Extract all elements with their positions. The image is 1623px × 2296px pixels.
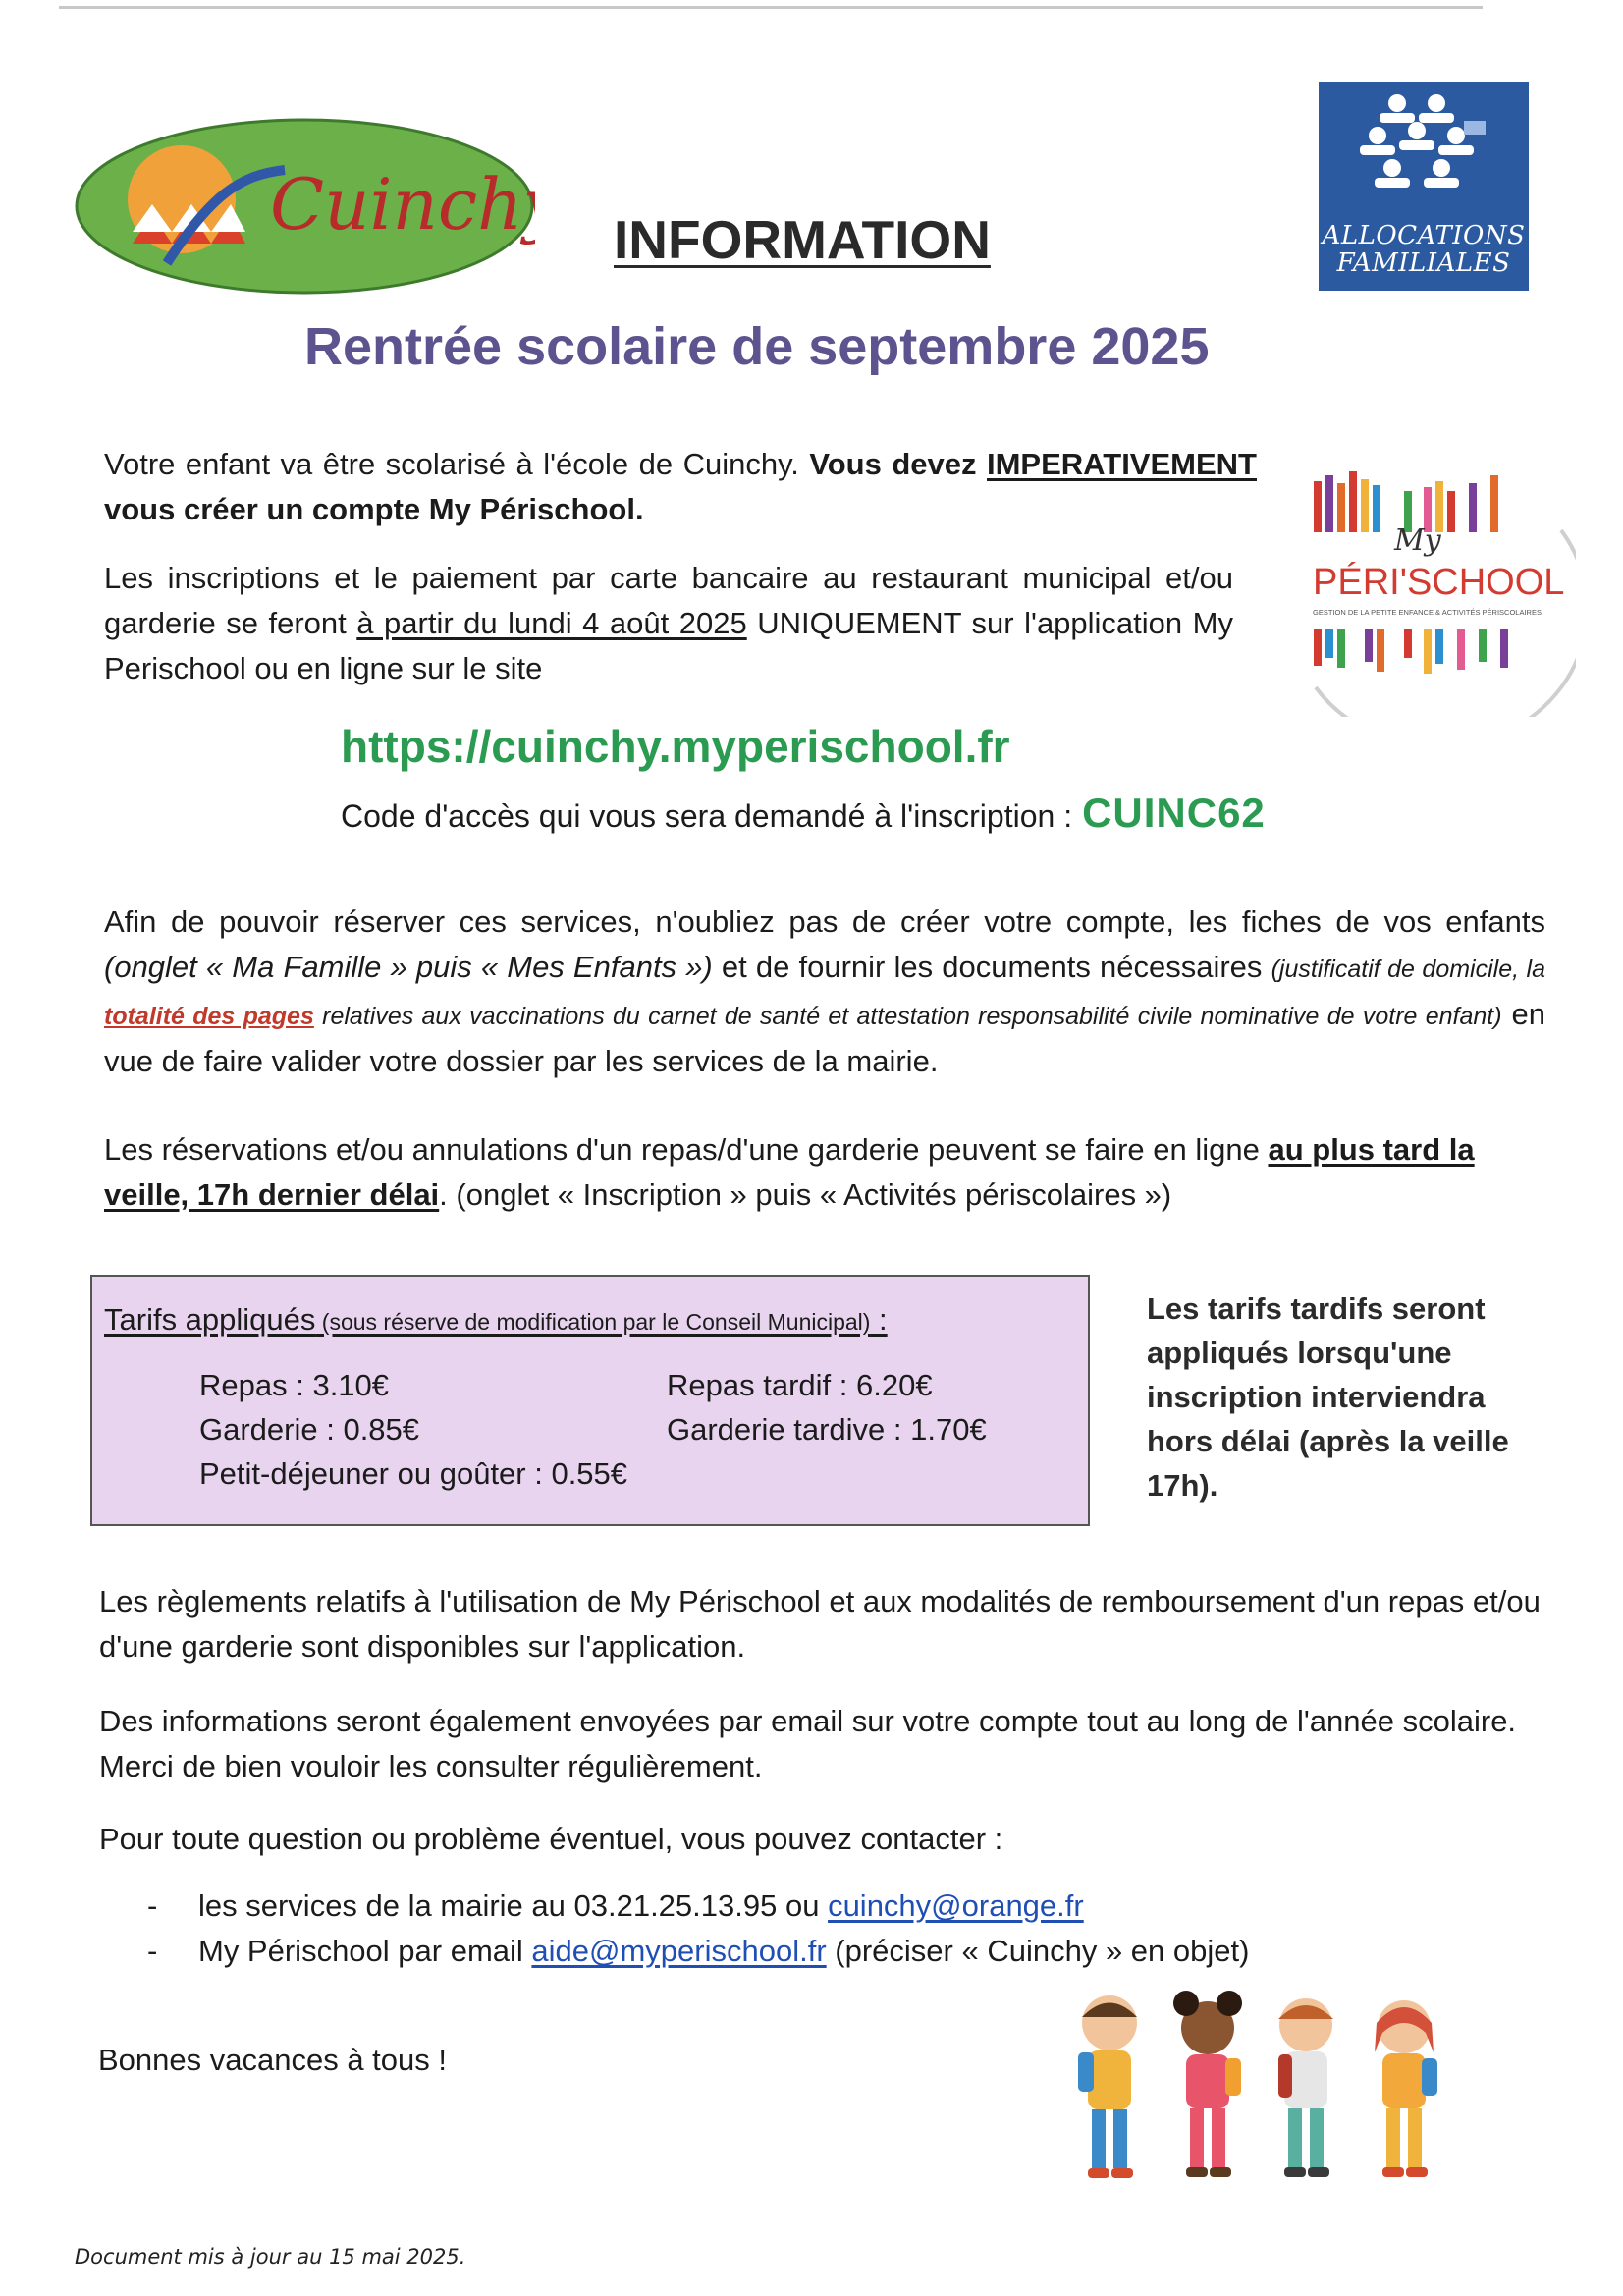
- inscriptions-date: à partir du lundi 4 août 2025: [356, 606, 747, 640]
- tarifs-heading-text: Tarifs appliqués: [104, 1302, 316, 1337]
- services-docs-1: (justificatif de domicile, la: [1271, 956, 1545, 983]
- myperischool-logo-name: PÉRI'SCHOOL: [1313, 562, 1565, 603]
- myperischool-email-link[interactable]: aide@myperischool.fr: [531, 1934, 827, 1968]
- contact-intro: Pour toute question ou problème éventuel, vous pouvez contacter :: [99, 1822, 1003, 1856]
- services-text-3: et de fournir les documents nécessaires: [712, 950, 1271, 984]
- website-url[interactable]: https://cuinchy.myperischool.fr: [341, 721, 1010, 772]
- intro-paragraph: [104, 442, 1257, 532]
- tarif-petit-dejeuner: Petit-déjeuner ou goûter : 0.55€: [199, 1456, 628, 1491]
- contact-myperischool-after: (préciser « Cuinchy » en objet): [826, 1934, 1250, 1968]
- scan-border: [59, 6, 1483, 9]
- intro-text-4: vous créer un compte My Périschool.: [104, 492, 644, 526]
- contact-myperischool-text: My Périschool par email: [198, 1934, 532, 1968]
- services-tabs-hint: (onglet « Ma Famille » puis « Mes Enfants »): [104, 950, 713, 984]
- intro-text-2: Vous devez: [809, 447, 987, 481]
- bullet-dash: -: [147, 1934, 158, 1968]
- services-paragraph: [104, 900, 1545, 1084]
- tarif-garderie-tardive: Garderie tardive : 1.70€: [667, 1412, 987, 1447]
- tarifs-box: [90, 1275, 1090, 1526]
- tarif-garderie: Garderie : 0.85€: [199, 1412, 420, 1447]
- reservations-text-3: . (onglet « Inscription » puis « Activités périscolaires »): [439, 1177, 1172, 1212]
- reservations-paragraph: [104, 1127, 1545, 1218]
- emails-paragraph: Des informations seront également envoyées par email sur votre compte tout au long de l'année scolaire. Merci de bien vouloir les consulter régulièrement.: [99, 1704, 1517, 1783]
- cuinchy-logo: [74, 116, 535, 298]
- contact-item-myperischool: [0, 1929, 1571, 1974]
- tarifs-note: (sous réserve de modification par le Conseil Municipal): [315, 1309, 871, 1335]
- myperischool-logo-tagline: GESTION DE LA PETITE ENFANCE & ACTIVITÉS PÉRISCOLAIRES: [1313, 608, 1542, 617]
- goodbye-text: Bonnes vacances à tous !: [98, 2043, 448, 2077]
- caf-logo-line1: ALLOCATIONS: [1322, 221, 1526, 250]
- intro-text-1: Votre enfant va être scolarisé à l'école de Cuinchy.: [104, 447, 810, 481]
- contact-item-mairie: [0, 1884, 1571, 1929]
- services-text-1: Afin de pouvoir réserver ces services, n'oubliez pas de créer votre compte, les fiches de vos enfants: [104, 904, 1545, 939]
- late-fees-note: Les tarifs tardifs seront appliqués lorsqu'une inscription interviendra hors délai (après la veille 17h).: [1147, 1291, 1509, 1503]
- page-subtitle: Rentrée scolaire de septembre 2025: [304, 317, 1210, 376]
- intro-imperatively: IMPERATIVEMENT: [987, 447, 1257, 481]
- reservations-deadline: au plus tard la veille, 17h dernier délai: [104, 1132, 1475, 1212]
- tarifs-heading: [104, 1302, 888, 1338]
- caf-logo: [1319, 82, 1529, 291]
- inscriptions-text-3: UNIQUEMENT sur l'application My Perischool ou en ligne sur le site: [104, 606, 1233, 685]
- bullet-dash: -: [147, 1888, 158, 1923]
- page-title: INFORMATION: [614, 209, 991, 270]
- services-docs-highlight: totalité des pages: [104, 1003, 314, 1030]
- access-code-line: [341, 790, 1266, 837]
- myperischool-logo: [1276, 462, 1576, 717]
- update-footer: Document mis à jour au 15 mai 2025.: [75, 2245, 466, 2269]
- caf-logo-line2: FAMILIALES: [1336, 248, 1511, 278]
- reservations-text-1: Les réservations et/ou annulations d'un repas/d'une garderie peuvent se faire en ligne: [104, 1132, 1269, 1167]
- tarifs-colon: :: [870, 1302, 888, 1337]
- inscriptions-text-1: Les inscriptions et le paiement par carte bancaire au restaurant municipal et/ou garderie se feront: [104, 561, 1233, 640]
- services-docs-2: relatives aux vaccinations du carnet de santé et attestation responsabilité civile nominative de votre enfant): [313, 1003, 1502, 1030]
- tarif-repas-tardif: Repas tardif : 6.20€: [667, 1368, 933, 1402]
- access-code: CUINC62: [1082, 790, 1266, 836]
- access-code-label: Code d'accès qui vous sera demandé à l'inscription :: [341, 798, 1073, 834]
- reglements-paragraph: Les règlements relatifs à l'utilisation de My Périschool et aux modalités de remboursement d'un repas et/ou d'une garderie sont disponibles sur l'application.: [99, 1584, 1541, 1664]
- tarif-repas: Repas : 3.10€: [199, 1368, 390, 1402]
- inscriptions-paragraph: [104, 556, 1233, 691]
- contact-mairie-text: les services de la mairie au 03.21.25.13.95 ou: [198, 1888, 829, 1923]
- services-text-7: en vue de faire valider votre dossier par les services de la mairie.: [104, 997, 1545, 1078]
- children-illustration: [1060, 1984, 1453, 2190]
- cuinchy-logo-text: Cuinchy: [270, 163, 535, 246]
- myperischool-logo-my: My: [1394, 523, 1441, 558]
- mairie-email-link[interactable]: cuinchy@orange.fr: [828, 1888, 1084, 1923]
